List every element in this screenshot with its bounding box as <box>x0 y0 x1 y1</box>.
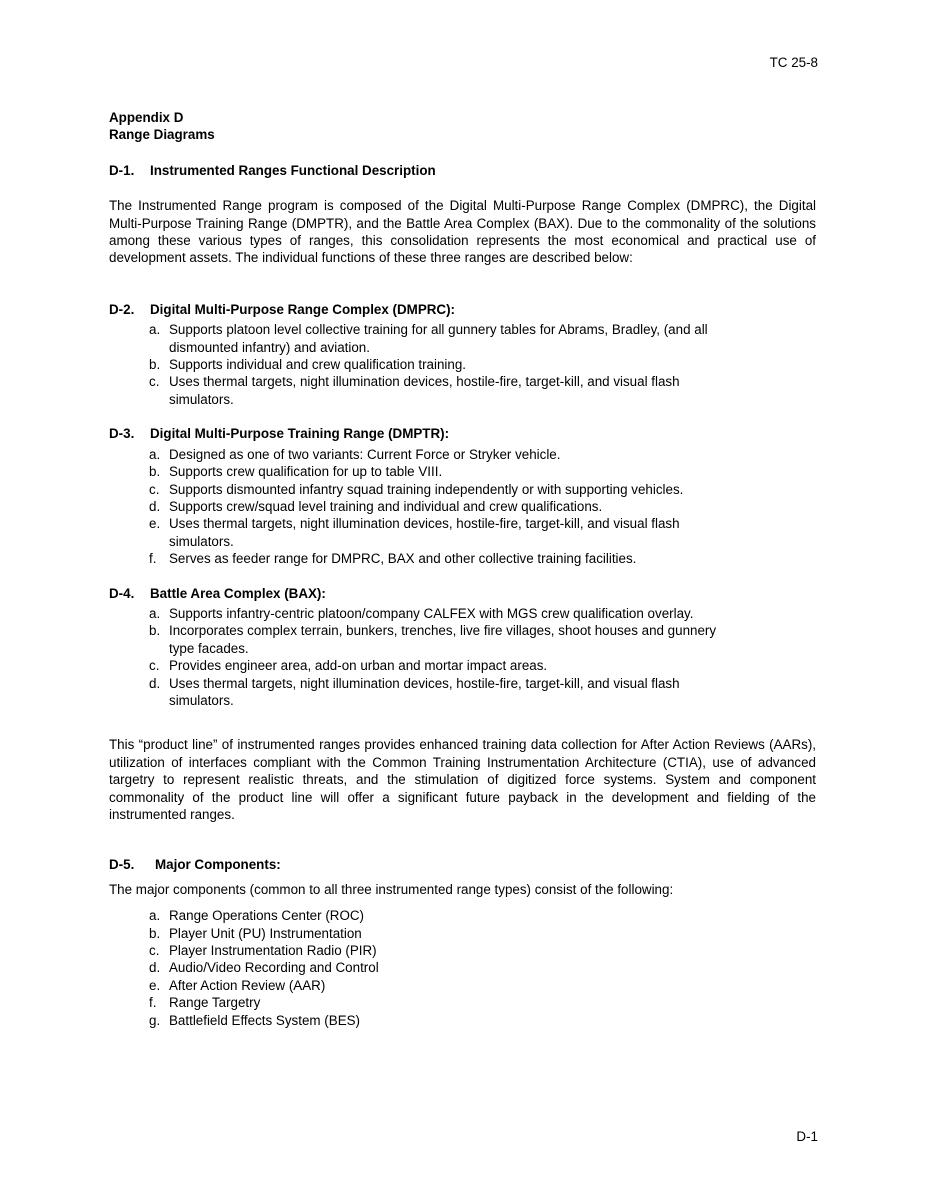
section-d2-number: D-2. <box>109 301 135 317</box>
section-d5-number: D-5. <box>109 857 135 873</box>
list-item-letter: d. <box>149 498 161 514</box>
list-item <box>109 994 816 1011</box>
list-item-letter: c. <box>149 374 160 390</box>
list-item-text: Supports platoon level collective training for all gunnery tables for Abrams, Bradley, (and all <box>169 322 708 338</box>
section-d1-paragraph: The Instrumented Range program is composed of the Digital Multi-Purpose Range Complex (DMPRC), the Digital Multi-Purpose Training Range (DMPTR), and the Battle Area Complex (BAX). Due to the commonality of the solutions among these various types of ranges, this consolidation represents the most economical and practical use of development assets. The individual functions of these three ranges are described below: <box>109 198 816 266</box>
list-item <box>109 498 816 515</box>
list-item <box>109 942 816 959</box>
list-item-continuation: type facades. <box>169 640 249 656</box>
list-item-text: Designed as one of two variants: Current Force or Stryker vehicle. <box>169 446 561 462</box>
list-item <box>109 373 816 408</box>
list-item-letter: b. <box>149 357 161 373</box>
list-item-text: Uses thermal targets, night illumination devices, hostile-fire, target-kill, and visual flash <box>169 374 680 390</box>
section-d3-list <box>109 446 816 568</box>
list-item <box>109 550 816 567</box>
list-item <box>109 657 816 674</box>
list-item-text: Uses thermal targets, night illumination devices, hostile-fire, target-kill, and visual flash <box>169 516 680 532</box>
list-item <box>109 925 816 942</box>
appendix-label: Appendix D <box>109 110 184 125</box>
list-item-text: Audio/Video Recording and Control <box>169 960 379 976</box>
list-item <box>109 463 816 480</box>
list-item-text: Player Unit (PU) Instrumentation <box>169 925 362 941</box>
list-item-letter: c. <box>149 943 160 959</box>
list-item-text: Serves as feeder range for DMPRC, BAX and other collective training facilities. <box>169 551 637 567</box>
list-item-continuation: dismounted infantry) and aviation. <box>169 339 370 355</box>
list-item-text: After Action Review (AAR) <box>169 977 326 993</box>
list-item <box>109 977 816 994</box>
section-d5-title: Major Components: <box>155 857 281 873</box>
section-d5-intro: The major components (common to all three instrumented range types) consist of the following: <box>109 881 674 897</box>
list-item-text: Battlefield Effects System (BES) <box>169 1012 361 1028</box>
list-item <box>109 959 816 976</box>
list-item-text: Supports infantry-centric platoon/company CALFEX with MGS crew qualification overlay. <box>169 605 694 621</box>
list-item <box>109 1012 816 1029</box>
section-d2-heading <box>109 301 816 318</box>
section-d4-number: D-4. <box>109 585 135 601</box>
list-item-letter: d. <box>149 960 161 976</box>
list-item-text: Range Targetry <box>169 995 261 1011</box>
list-item <box>109 356 816 373</box>
list-item <box>109 605 816 622</box>
footer-page-number: D-1 <box>796 1129 818 1144</box>
list-item <box>109 907 816 924</box>
list-item-letter: d. <box>149 675 161 691</box>
list-item-letter: e. <box>149 516 161 532</box>
list-item-text: Supports crew qualification for up to table VIII. <box>169 464 443 480</box>
section-d1-title: Instrumented Ranges Functional Description <box>150 162 436 178</box>
section-d4-paragraph: This “product line” of instrumented ranges provides enhanced training data collection for After Action Reviews (AARs), utilization of interfaces compliant with the Common Training Instrumentation Architecture (CTIA), use of advanced targetry to represent realistic threats, and the stimulation of digitized force systems. System and component commonality of the product line will offer a significant future payback in the development and fielding of the instrumented ranges. <box>109 737 816 822</box>
list-item-continuation: simulators. <box>169 533 234 549</box>
list-item-letter: a. <box>149 605 161 621</box>
section-d1-number: D-1. <box>109 162 135 178</box>
list-item-letter: c. <box>149 481 160 497</box>
page-content <box>109 109 816 1029</box>
list-item-text: Uses thermal targets, night illumination devices, hostile-fire, target-kill, and visual flash <box>169 675 680 691</box>
list-item <box>109 675 816 710</box>
list-item-text: Supports individual and crew qualification training. <box>169 357 467 373</box>
list-item-letter: a. <box>149 322 161 338</box>
list-item-text: Player Instrumentation Radio (PIR) <box>169 943 377 959</box>
list-item-letter: e. <box>149 977 161 993</box>
list-item-letter: f. <box>149 995 157 1011</box>
section-d3-title: Digital Multi-Purpose Training Range (DMPTR): <box>150 426 450 442</box>
list-item-letter: b. <box>149 623 161 639</box>
list-item <box>109 446 816 463</box>
section-d2-title: Digital Multi-Purpose Range Complex (DMPRC): <box>150 301 456 317</box>
list-item-text: Provides engineer area, add-on urban and mortar impact areas. <box>169 658 548 674</box>
section-d3-number: D-3. <box>109 426 135 442</box>
list-item-letter: a. <box>149 908 161 924</box>
section-d4-list <box>109 605 816 709</box>
section-d5-list <box>109 907 816 1029</box>
section-d4-title: Battle Area Complex (BAX): <box>150 585 326 601</box>
list-item-text: Range Operations Center (ROC) <box>169 908 364 924</box>
list-item-letter: g. <box>149 1012 161 1028</box>
list-item <box>109 321 816 356</box>
list-item-text: Supports crew/squad level training and individual and crew qualifications. <box>169 498 603 514</box>
list-item-continuation: simulators. <box>169 692 234 708</box>
list-item-letter: f. <box>149 551 157 567</box>
section-d2-list <box>109 321 816 408</box>
appendix-title: Range Diagrams <box>109 127 215 143</box>
list-item-continuation: simulators. <box>169 391 234 407</box>
list-item-letter: b. <box>149 925 161 941</box>
section-d5-heading <box>109 856 816 873</box>
list-item <box>109 515 816 550</box>
list-item <box>109 622 816 657</box>
list-item-letter: a. <box>149 446 161 462</box>
section-d3-heading <box>109 425 816 442</box>
list-item-text: Incorporates complex terrain, bunkers, trenches, live fire villages, shoot houses and gunnery <box>169 623 717 639</box>
list-item-letter: c. <box>149 658 160 674</box>
list-item <box>109 481 816 498</box>
list-item-text: Supports dismounted infantry squad training independently or with supporting vehicles. <box>169 481 684 497</box>
list-item-letter: b. <box>149 464 161 480</box>
header-doc-id: TC 25-8 <box>769 55 818 70</box>
section-d4-heading <box>109 585 816 602</box>
section-d1-heading <box>109 162 816 179</box>
